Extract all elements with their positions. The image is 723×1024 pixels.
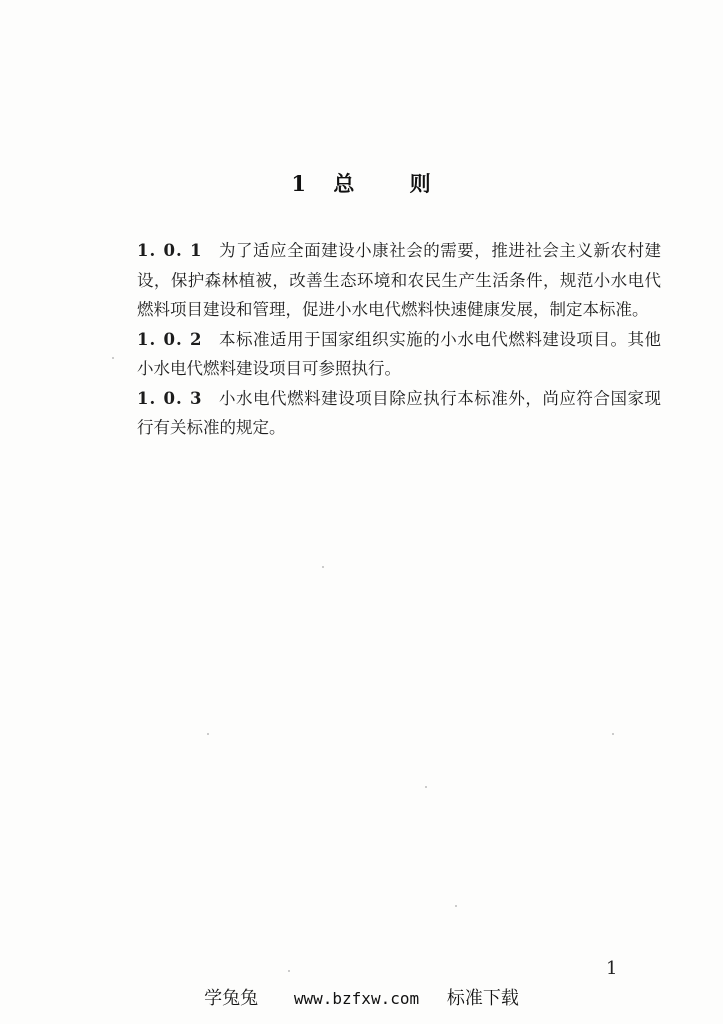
clause-text: 为了适应全面建设小康社会的需要，推进社会主义新农村建设，保护森林植被，改善生态环境和农民生产生活条件，规范小水电代燃料项目建设和管理，促进小水电代燃料快速健康发展，制定本标准。 bbox=[137, 241, 662, 319]
chapter-title bbox=[0, 168, 723, 198]
chapter-title-part1: 总 bbox=[333, 171, 356, 196]
chapter-title-part2: 则 bbox=[409, 171, 432, 196]
clause-text: 本标准适用于国家组织实施的小水电代燃料建设项目。其他小水电代燃料建设项目可参照执行。 bbox=[137, 329, 662, 378]
scan-speck bbox=[455, 905, 457, 907]
chapter-number: 1 bbox=[291, 171, 307, 196]
scan-speck bbox=[425, 786, 427, 788]
scan-speck bbox=[322, 566, 324, 568]
clause-number: 1. 0. 3 bbox=[137, 388, 203, 408]
clause-number: 1. 0. 2 bbox=[137, 329, 203, 349]
clause-text: 小水电代燃料建设项目除应执行本标准外，尚应符合国家现行有关标准的规定。 bbox=[137, 388, 662, 437]
scan-speck bbox=[112, 357, 114, 359]
clause-1-0-3 bbox=[137, 384, 661, 443]
scan-speck bbox=[207, 733, 209, 735]
footer-right-text: 标准下载 bbox=[446, 988, 519, 1009]
clause-1-0-2 bbox=[137, 325, 661, 384]
page-number: 1 bbox=[606, 958, 618, 979]
clause-number: 1. 0. 1 bbox=[137, 241, 203, 260]
scan-speck bbox=[612, 733, 614, 735]
footer-left-text: 学兔兔 bbox=[204, 988, 259, 1009]
footer-watermark bbox=[0, 984, 723, 1010]
footer-site-link[interactable]: www.bzfxw.com bbox=[293, 989, 420, 1008]
scan-speck bbox=[288, 970, 290, 972]
clause-1-0-1 bbox=[137, 236, 661, 325]
clause-list bbox=[137, 236, 661, 443]
